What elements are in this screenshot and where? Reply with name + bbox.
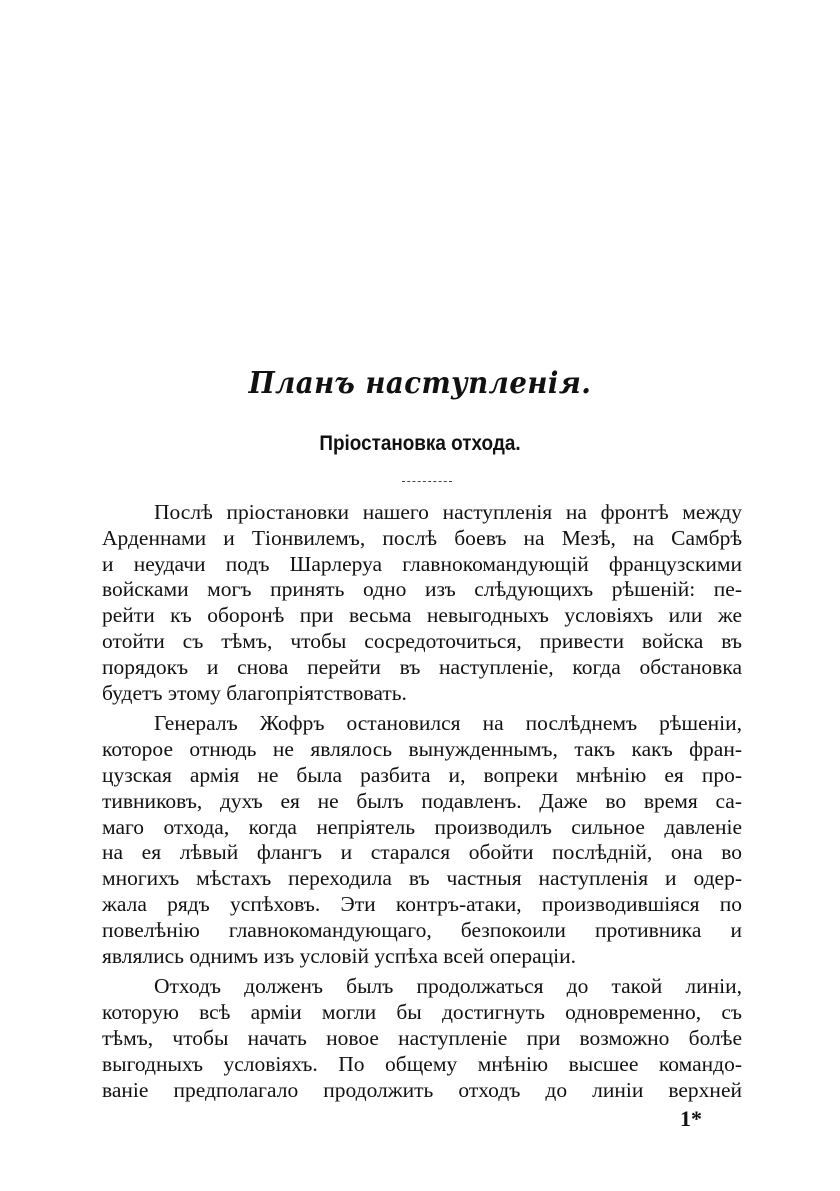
text-line: и неудачи подъ Шарлеруа главнокомандующій французскими <box>102 551 742 576</box>
text-line: Послѣ пріостановки нашего наступленія на фронтѣ между <box>154 500 742 524</box>
text-line: которую всѣ арміи могли бы достигнуть одновременно, съ <box>102 1000 742 1025</box>
section-subtitle: Пріостановка отхода. <box>319 432 521 455</box>
page-number: 1* <box>680 1106 702 1131</box>
text-line: войсками могъ принять одно изъ слѣдующихъ рѣшеній: пе- <box>102 577 742 602</box>
text-line: которое отнюдь не являлось вынужденнымъ, такъ какъ фран- <box>102 737 742 762</box>
text-line: цузская армія не была разбита и, вопреки мнѣнію ея про- <box>102 762 742 787</box>
title-divider <box>402 481 452 482</box>
chapter-title: Планъ наступленія. <box>248 366 592 401</box>
text-line: Арденнами и Тіонвилемъ, послѣ боевъ на Мезѣ, на Самбрѣ <box>102 525 742 550</box>
text-line: порядокъ и снова перейти въ наступленіе, когда обстановка <box>102 654 742 679</box>
text-line: выгодныхъ условіяхъ. По общему мнѣнію высшее командо- <box>102 1051 742 1076</box>
text-line: ваніе предполагало продолжить отходъ до линіи верхней <box>102 1077 742 1102</box>
text-line: рейти къ оборонѣ при весьма невыгодныхъ условіяхъ или же <box>102 603 742 628</box>
text-line: отойти съ тѣмъ, чтобы сосредоточиться, привести войска въ <box>102 628 742 653</box>
text-line: тѣмъ, чтобы начать новое наступленіе при возможно болѣе <box>102 1025 742 1050</box>
paragraph-1 <box>102 500 742 706</box>
text-line: Отходъ долженъ былъ продолжаться до такой линіи, <box>154 974 742 999</box>
text-line: повелѣнію главнокомандующаго, безпокоили противника и <box>102 917 742 942</box>
text-line: на ея лѣвый флангъ и старался обойти послѣдній, она во <box>102 840 742 865</box>
text-line: маго отхода, когда непріятель производилъ сильное давленіе <box>102 814 742 839</box>
text-line: многихъ мѣстахъ переходила въ частныя наступленія и одер- <box>102 866 742 891</box>
body-text <box>102 500 742 1103</box>
paragraph-2 <box>102 711 742 969</box>
text-line: тивниковъ, духъ ея не былъ подавленъ. Даже во время са- <box>102 788 742 813</box>
text-line: жала рядъ успѣховъ. Эти контръ-атаки, производившіяся по <box>102 891 742 916</box>
text-line: являлись однимъ изъ условій успѣха всей операціи. <box>102 943 576 968</box>
paragraph-3 <box>102 974 742 1103</box>
text-line: Генералъ Жофръ остановился на послѣднемъ рѣшеніи, <box>154 711 742 736</box>
text-line: будетъ этому благопріятствовать. <box>102 680 407 705</box>
